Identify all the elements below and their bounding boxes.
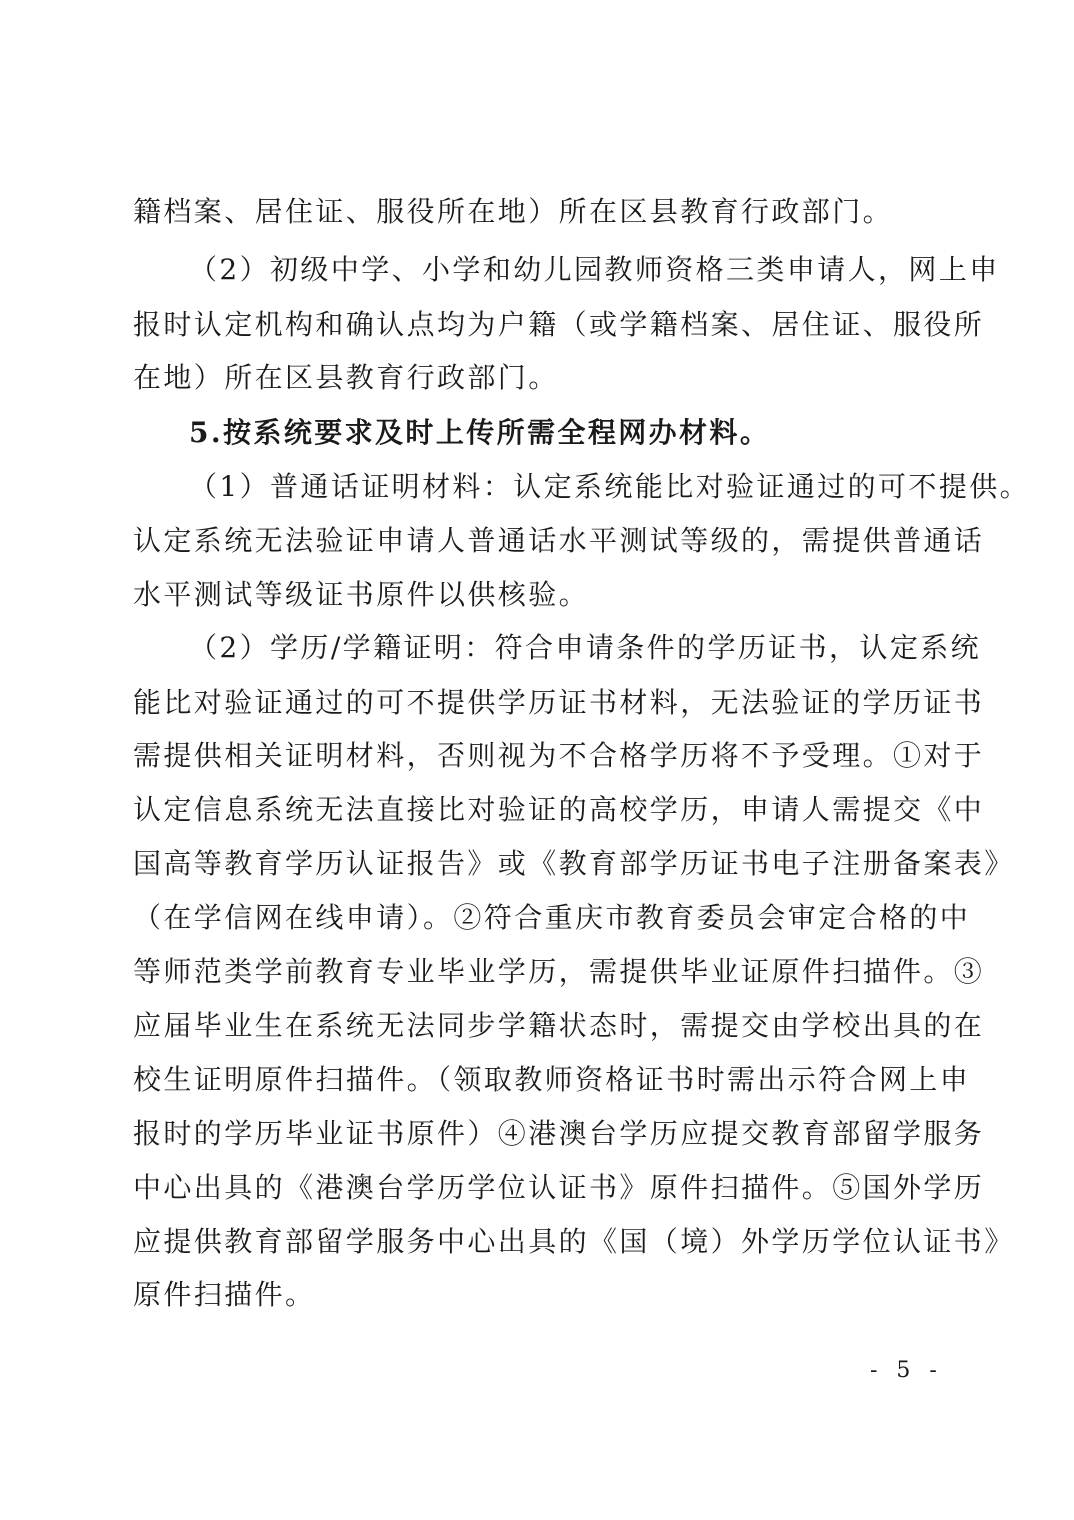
text-line: 认定系统无法验证申请人普通话水平测试等级的，需提供普通话 xyxy=(133,524,985,557)
text-line: 应届毕业生在系统无法同步学籍状态时，需提交由学校出具的在 xyxy=(133,1009,985,1042)
text-line: 在地）所在区县教育行政部门。 xyxy=(133,361,559,394)
text-line: 国高等教育学历认证报告》或《教育部学历证书电子注册备案表》 xyxy=(133,847,1015,880)
text-line: 校生证明原件扫描件。（领取教师资格证书时需出示符合网上申 xyxy=(133,1063,971,1096)
text-line: 中心出具的《港澳台学历学位认证书》原件扫描件。⑤国外学历 xyxy=(133,1171,985,1204)
text-line: （1）普通话证明材料：认定系统能比对验证通过的可不提供。 xyxy=(189,470,1031,503)
text-line: 原件扫描件。 xyxy=(133,1278,316,1311)
text-line: 籍档案、居住证、服役所在地）所在区县教育行政部门。 xyxy=(133,195,894,228)
text-line: 认定信息系统无法直接比对验证的高校学历，申请人需提交《中 xyxy=(133,793,985,826)
text-line: （在学信网在线申请）。②符合重庆市教育委员会审定合格的中 xyxy=(133,901,971,934)
section-heading: 5.按系统要求及时上传所需全程网办材料。 xyxy=(189,416,771,449)
text-line: 水平测试等级证书原件以供核验。 xyxy=(133,578,590,611)
page-number: - 5 - xyxy=(870,1358,943,1383)
text-line: 报时认定机构和确认点均为户籍（或学籍档案、居住证、服役所 xyxy=(133,308,985,341)
text-line: 报时的学历毕业证书原件）④港澳台学历应提交教育部留学服务 xyxy=(133,1117,985,1150)
text-line: （2）初级中学、小学和幼儿园教师资格三类申请人，网上申 xyxy=(189,253,1000,286)
text-line: 能比对验证通过的可不提供学历证书材料，无法验证的学历证书 xyxy=(133,686,985,719)
text-line: 应提供教育部留学服务中心出具的《国（境）外学历学位认证书》 xyxy=(133,1225,1015,1258)
text-line: 需提供相关证明材料，否则视为不合格学历将不予受理。①对于 xyxy=(133,739,985,772)
text-line: 等师范类学前教育专业毕业学历，需提供毕业证原件扫描件。③ xyxy=(133,955,985,988)
text-line: （2）学历/学籍证明：符合申请条件的学历证书，认定系统 xyxy=(189,631,982,664)
